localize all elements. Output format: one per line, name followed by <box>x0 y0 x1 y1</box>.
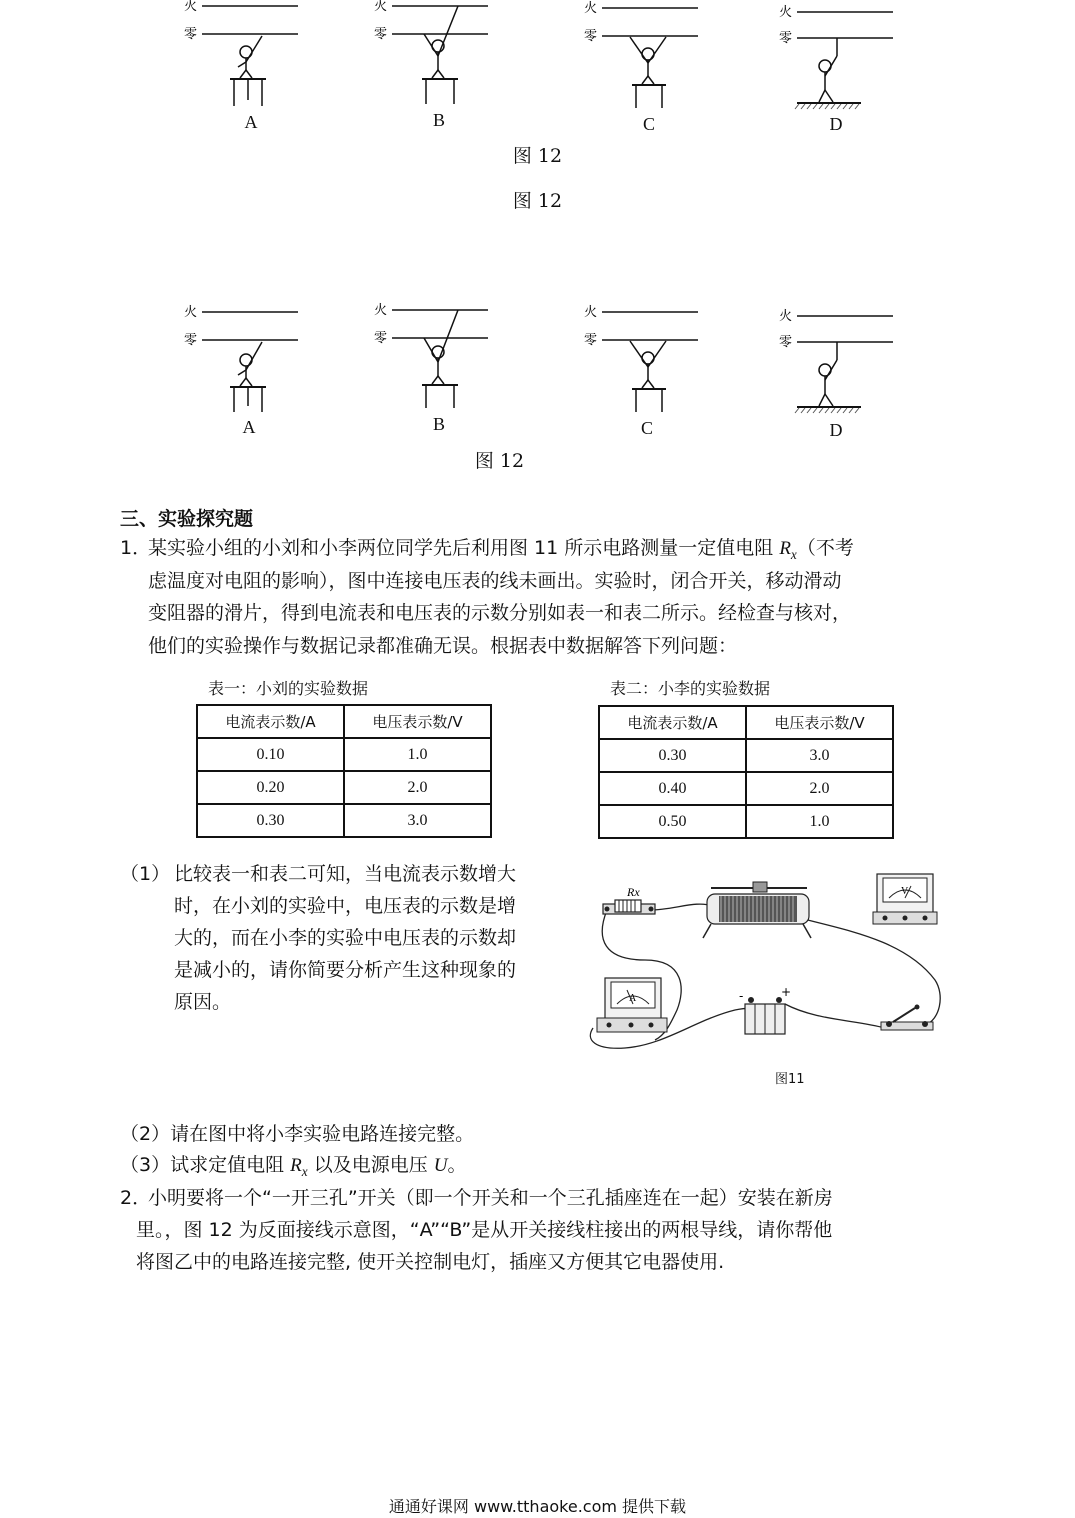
panel-label-a: A <box>242 417 256 437</box>
panel-label-c: C <box>640 418 653 438</box>
var-rx: $R_x$ <box>290 1155 308 1179</box>
table-header-cell: 电流表示数/A <box>197 705 344 738</box>
table-header-cell: 电流表示数/A <box>599 706 746 739</box>
svg-text:零: 零 <box>584 333 598 348</box>
table-row <box>197 771 491 804</box>
voltmeter <box>873 874 937 924</box>
circuit-diagram <box>585 860 955 1090</box>
q1-number: 1． <box>120 537 152 559</box>
panel-a <box>180 300 310 445</box>
panel-d <box>775 0 905 140</box>
panel-label-a: A <box>244 112 258 132</box>
resistor-label: Rx <box>627 885 640 899</box>
q2-line3: 将图乙中的电路连接完整, 使开关控制电灯，插座又方便其它电器使用. <box>136 1251 725 1273</box>
svg-text:零: 零 <box>779 335 793 350</box>
sub1-line: 时，在小刘的实验中，电压表的示数是增 <box>174 895 517 917</box>
svg-text:火: 火 <box>374 303 388 318</box>
panel-label-d: D <box>829 114 843 134</box>
sub3-pre: （3）试求定值电阻 <box>120 1154 291 1176</box>
table-header-cell: 电压表示数/V <box>746 706 893 739</box>
sub3-post: 。 <box>447 1154 467 1176</box>
sub1-number: （1） <box>120 863 171 885</box>
table-cell: 2.0 <box>344 771 491 804</box>
q1-line2: 虑温度对电阻的影响），图中连接电压表的线未画出。实验时，闭合开关，移动滑动 <box>148 570 842 592</box>
q1-line3: 变阻器的滑片，得到电流表和电压表的示数分别如表一和表二所示。经检查与核对， <box>148 602 852 624</box>
svg-text:火: 火 <box>184 305 198 320</box>
figure-caption-2: 图 12 <box>512 190 563 212</box>
q2-line2: 里。，图 12 为反面接线示意图，“A”“B”是从开关接线柱接出的两根导线，请你帮他 <box>136 1219 833 1241</box>
table-cell: 0.20 <box>197 771 344 804</box>
q2-line1: 小明要将一个“一开三孔”开关（即一个开关和一个三孔插座连在一起）安装在新房 <box>148 1187 833 1209</box>
figure-caption-1: 图 12 <box>512 145 563 167</box>
table-cell: 0.40 <box>599 772 746 805</box>
panel-b <box>370 0 500 140</box>
svg-text:零: 零 <box>374 27 388 42</box>
sub2-text: （2）请在图中将小李实验电路连接完整。 <box>120 1123 475 1145</box>
panel-b <box>370 300 500 445</box>
sub3-mid: 以及电源电压 <box>307 1154 434 1176</box>
section-title: 三、实验探究题 <box>120 508 254 530</box>
q1-line1-text: 某实验小组的小刘和小李两位同学先后利用图 11 所示电路测量一定值电阻 <box>148 537 780 559</box>
circuit-figure-11 <box>585 860 955 1090</box>
battery <box>745 997 785 1034</box>
sub1-line: 是减小的，请你简要分析产生这种现象的 <box>174 959 517 981</box>
figure-caption-3: 图 12 <box>474 450 525 472</box>
rheostat <box>703 882 811 938</box>
svg-text:零: 零 <box>184 27 198 42</box>
table-row <box>599 805 893 838</box>
table2 <box>598 705 894 839</box>
table-row <box>197 804 491 837</box>
table1 <box>196 704 492 838</box>
svg-text:火: 火 <box>184 0 198 14</box>
ammeter <box>597 978 667 1032</box>
table-cell: 0.30 <box>197 804 344 837</box>
panel-label-d: D <box>829 420 843 440</box>
panel-a <box>180 0 310 140</box>
q1-line1-tail: （不考 <box>796 537 854 559</box>
page-footer: 通通好课网 www.tthaoke.com 提供下载 <box>388 1497 687 1516</box>
svg-text:零: 零 <box>374 331 388 346</box>
sub1-line: 原因。 <box>174 991 232 1013</box>
table-row <box>197 738 491 771</box>
svg-text:火: 火 <box>584 1 598 16</box>
table-header-row <box>599 706 893 739</box>
var-rx: $R_x$ <box>779 538 797 562</box>
panel-label-b: B <box>432 110 445 130</box>
table-cell: 3.0 <box>746 739 893 772</box>
panel-c <box>580 300 710 445</box>
voltmeter-label: V <box>901 886 909 897</box>
svg-text:零: 零 <box>584 29 598 44</box>
sub1-text <box>174 858 574 1018</box>
table-header-row <box>197 705 491 738</box>
table-cell: 1.0 <box>746 805 893 838</box>
sub1-line: 比较表一和表二可知，当电流表示数增大 <box>174 863 517 885</box>
svg-text:火: 火 <box>779 5 793 20</box>
table-cell: 3.0 <box>344 804 491 837</box>
table2-caption: 表二：小李的实验数据 <box>610 679 771 698</box>
switch <box>881 1005 933 1031</box>
q2-number: 2． <box>120 1187 152 1209</box>
circuit-caption: 图11 <box>775 1072 805 1087</box>
panel-d <box>775 300 905 445</box>
figure-12-top <box>170 0 910 140</box>
table-header-cell: 电压表示数/V <box>344 705 491 738</box>
svg-text:零: 零 <box>184 333 198 348</box>
ammeter-label: A <box>629 993 637 1004</box>
sub1-line: 大的，而在小李的实验中电压表的示数却 <box>174 927 517 949</box>
table1-caption: 表一：小刘的实验数据 <box>208 679 369 698</box>
panel-label-c: C <box>642 114 655 134</box>
svg-text:火: 火 <box>374 0 388 14</box>
q1-line4: 他们的实验操作与数据记录都准确无误。根据表中数据解答下列问题： <box>148 635 738 657</box>
battery-minus-label: - <box>739 989 744 1003</box>
table-cell: 1.0 <box>344 738 491 771</box>
table-row <box>599 772 893 805</box>
table-cell: 0.30 <box>599 739 746 772</box>
battery-plus-label: + <box>781 985 792 999</box>
panel-c <box>580 0 710 140</box>
figure-12-bottom <box>170 300 910 445</box>
table-cell: 0.50 <box>599 805 746 838</box>
table-row <box>599 739 893 772</box>
svg-text:火: 火 <box>584 305 598 320</box>
table-cell: 2.0 <box>746 772 893 805</box>
svg-text:零: 零 <box>779 31 793 46</box>
table-cell: 0.10 <box>197 738 344 771</box>
panel-label-b: B <box>432 414 445 434</box>
resistor-rx <box>603 900 655 914</box>
var-u: U <box>433 1155 448 1176</box>
svg-text:火: 火 <box>779 309 793 324</box>
